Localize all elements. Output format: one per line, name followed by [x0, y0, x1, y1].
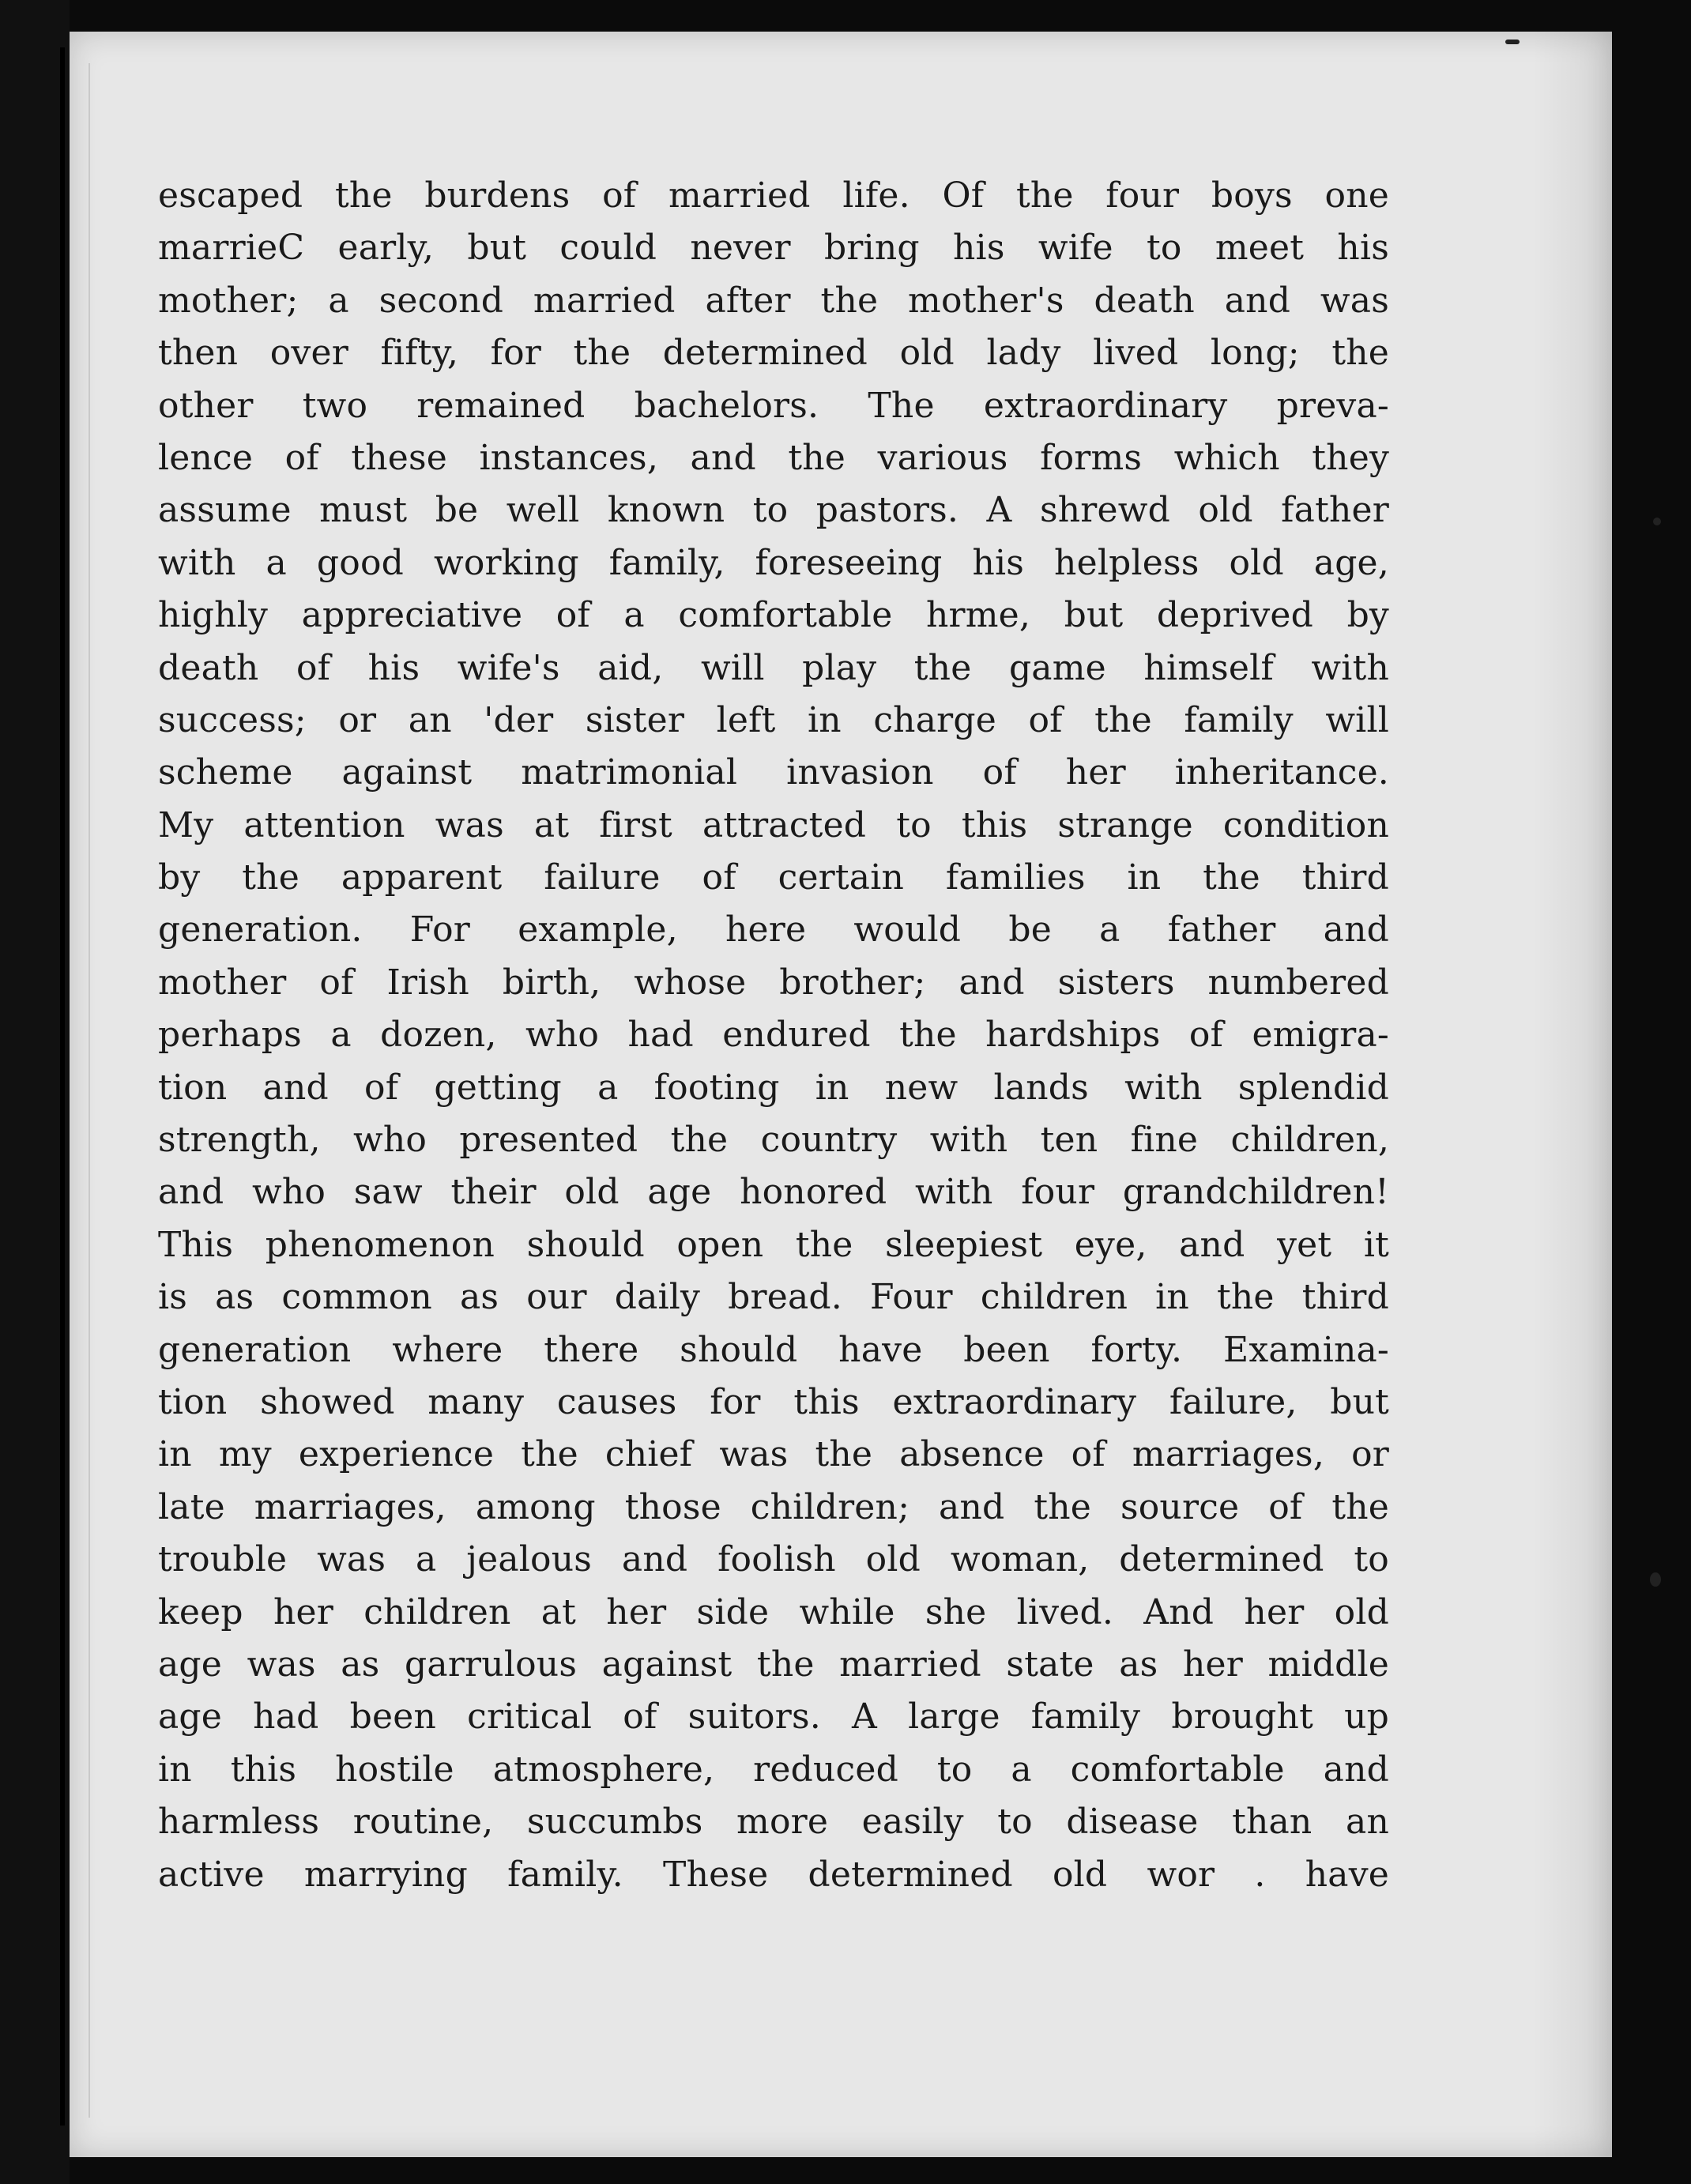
text-line: tion showed many causes for this extraordinary failure, but	[158, 1381, 1389, 1422]
text-line: scheme against matrimonial invasion of her inheritance.	[158, 752, 1389, 793]
scan-speck	[1505, 40, 1520, 44]
page-margin-rule	[89, 63, 90, 2118]
text-line: assume must be well known to pastors. A shrewd old father	[158, 490, 1389, 531]
gutter-edge-line	[60, 47, 65, 2126]
text-line: death of his wife's aid, will play the game himself with	[158, 647, 1389, 688]
text-line: then over fifty, for the determined old lady lived long; the	[158, 333, 1389, 374]
scan-speck	[1653, 518, 1661, 525]
text-line: marrieC early, but could never bring his wife to meet his	[158, 228, 1389, 269]
text-line: in this hostile atmosphere, reduced to a comfortable and	[158, 1749, 1389, 1790]
text-line: age had been critical of suitors. A large family brought up	[158, 1696, 1389, 1738]
text-line: trouble was a jealous and foolish old woman, determined to	[158, 1539, 1389, 1580]
text-line: active marrying family. These determined old wor . have	[158, 1854, 1389, 1895]
text-line: tion and of getting a footing in new lands with splendid	[158, 1067, 1389, 1108]
text-line: by the apparent failure of certain families in the third	[158, 857, 1389, 898]
page-edge-shadow	[1533, 32, 1612, 2157]
text-line: harmless routine, succumbs more easily to disease than an	[158, 1802, 1389, 1843]
text-line: success; or an 'der sister left in charge of the family will	[158, 699, 1389, 740]
text-line: generation. For example, here would be a father and	[158, 909, 1389, 951]
text-line: late marriages, among those children; and the source of the	[158, 1486, 1389, 1527]
text-line: keep her children at her side while she lived. And her old	[158, 1591, 1389, 1632]
text-line: escaped the burdens of married life. Of the four boys one	[158, 175, 1389, 216]
text-line: and who saw their old age honored with four grandchildren!	[158, 1172, 1389, 1213]
page-body-text	[158, 170, 1389, 1901]
text-line: other two remained bachelors. The extraordinary preva-	[158, 385, 1389, 426]
text-line: in my experience the chief was the absence of marriages, or	[158, 1434, 1389, 1475]
text-line: This phenomenon should open the sleepiest eye, and yet it	[158, 1224, 1389, 1265]
scan-speck	[1650, 1572, 1661, 1587]
text-line: age was as garrulous against the married state as her middle	[158, 1644, 1389, 1685]
text-line: lence of these instances, and the various forms which they	[158, 437, 1389, 478]
text-line: mother of Irish birth, whose brother; and sisters numbered	[158, 962, 1389, 1003]
text-line: perhaps a dozen, who had endured the hardships of emigra-	[158, 1015, 1389, 1056]
text-line: generation where there should have been forty. Examina-	[158, 1329, 1389, 1370]
text-line: highly appreciative of a comfortable hrme, but deprived by	[158, 595, 1389, 636]
text-line: strength, who presented the country with ten fine children,	[158, 1120, 1389, 1161]
text-line: mother; a second married after the mother's death and was	[158, 280, 1389, 321]
book-gutter	[0, 0, 70, 2184]
text-line: with a good working family, foreseeing his helpless old age,	[158, 542, 1389, 583]
text-line: is as common as our daily bread. Four children in the third	[158, 1277, 1389, 1318]
text-line: My attention was at first attracted to this strange condition	[158, 804, 1389, 845]
